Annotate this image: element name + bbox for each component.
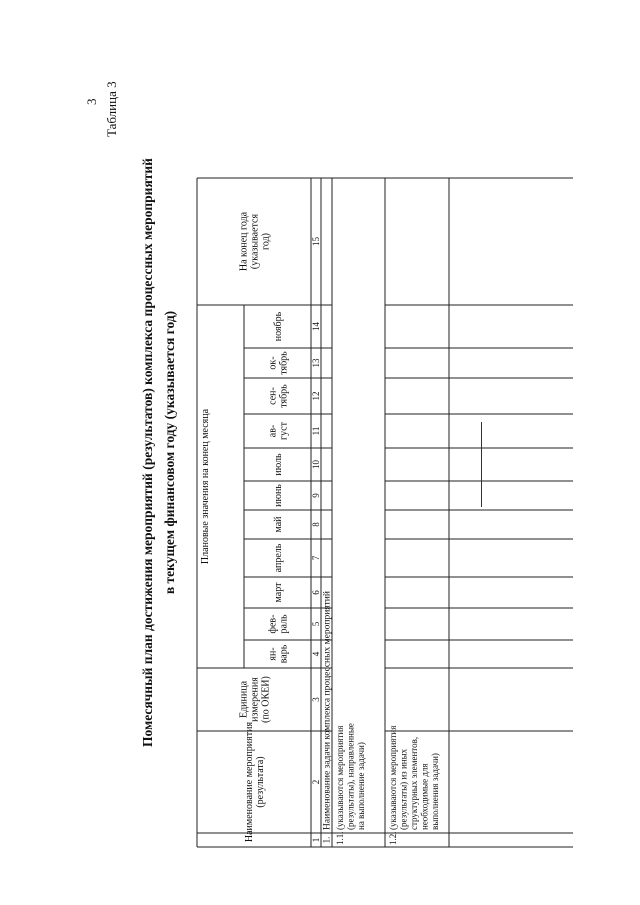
row-description: на выполнение задачи)	[356, 742, 366, 830]
month-header-cell: апрель	[273, 543, 284, 573]
header-year-end-cell: (указывается	[249, 213, 261, 270]
document-subtitle: в текущем финансовом году (указывается год)	[162, 310, 177, 595]
page-number: 3	[84, 98, 99, 105]
month-header-cell: фев-	[267, 614, 279, 634]
row-description: (результаты), направленные	[345, 723, 356, 830]
row-description: (указываются мероприятия	[335, 725, 345, 830]
header-name-cell: (результата)	[255, 756, 266, 808]
row-description: (результаты) из иных	[398, 748, 409, 830]
section-number: 1.	[321, 836, 332, 844]
month-header-cell: ав-	[267, 424, 279, 438]
month-header-cell: ноябрь	[273, 311, 284, 342]
table-label: Таблица 3	[104, 81, 119, 137]
column-number: 2	[311, 779, 321, 785]
column-number: 14	[311, 322, 321, 331]
column-number: 6	[311, 590, 321, 595]
row-description: необходимые для	[419, 763, 430, 830]
header-unit-cell: измерения	[249, 677, 261, 722]
row-description: (указываются мероприятия	[388, 725, 398, 830]
row-description: структурных элементов,	[409, 736, 419, 830]
column-number: 8	[311, 522, 321, 527]
column-number: 3	[311, 697, 321, 702]
header-year-end-cell: год)	[260, 233, 272, 250]
month-header-cell: тябрь	[278, 351, 290, 375]
header-year-end-cell: На конец года	[238, 211, 250, 272]
column-number: 7	[311, 555, 321, 561]
month-header-cell: июнь	[273, 484, 284, 507]
column-number: 10	[311, 460, 321, 469]
column-number: 15	[311, 237, 321, 246]
column-number: 13	[311, 358, 321, 368]
column-number: 11	[311, 426, 321, 436]
month-header-cell: ок-	[267, 356, 279, 370]
month-header-cell: тябрь	[278, 384, 290, 408]
month-header-cell: май	[273, 516, 284, 533]
month-header-cell: ян-	[267, 647, 279, 661]
column-number: 5	[311, 621, 321, 627]
row-number: 1.2.	[388, 831, 398, 845]
month-header-cell: густ	[278, 422, 290, 440]
column-number: 9	[311, 493, 321, 498]
column-number: 1	[311, 837, 321, 843]
row-description: выполнения задачи)	[430, 753, 440, 830]
month-header-cell: март	[273, 582, 284, 603]
header-unit-cell: Единица	[238, 680, 250, 719]
month-header-cell: раль	[278, 614, 290, 634]
month-header-cell: варь	[278, 644, 290, 664]
column-number: 12	[311, 391, 321, 401]
section-title: Наименование задачи комплекса процессных мероприятий	[322, 591, 333, 830]
column-number: 4	[311, 651, 321, 657]
signature-rule	[481, 422, 482, 507]
header-unit-cell: (по ОКЕИ)	[260, 676, 272, 723]
header-name-cell: Наименование мероприятия	[244, 721, 255, 843]
header-group-label: Плановые значения на конец месяца	[200, 408, 211, 565]
row-number: 1.1.	[335, 831, 345, 845]
month-header-cell: сен-	[267, 387, 279, 405]
document-title: Помесячный план достижения мероприятий (результатов) комплекса процессных мероприятий	[140, 158, 155, 747]
month-header-cell: июль	[273, 453, 284, 476]
